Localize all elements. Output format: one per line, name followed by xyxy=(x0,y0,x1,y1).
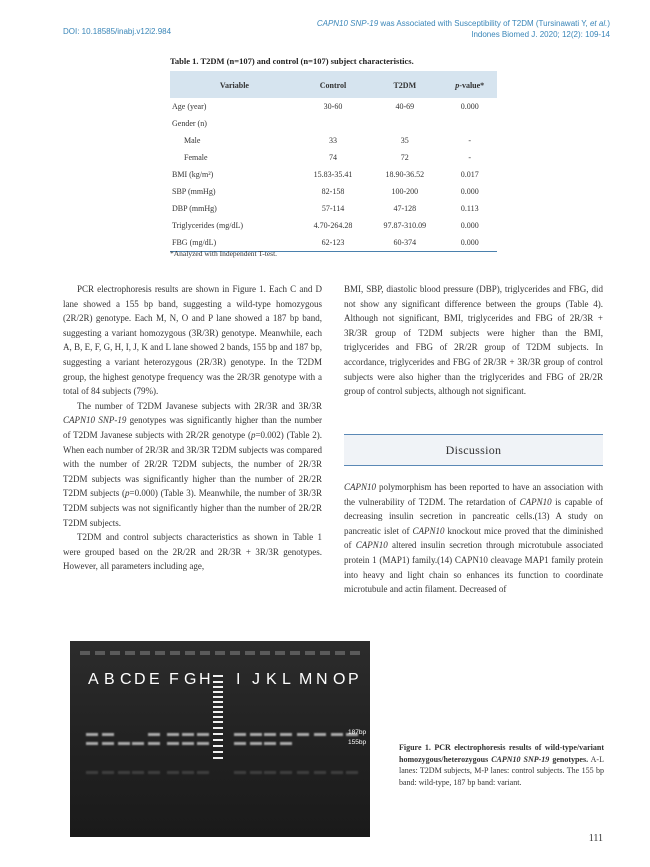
p2-text-b: genotypes was significantly higher than the number of T2DM Javanese subjects with 2R/2R genotype ( xyxy=(63,415,322,440)
gel-band xyxy=(264,733,276,736)
table-cell-control: 30-60 xyxy=(323,102,343,111)
gel-band xyxy=(148,742,160,745)
gel-band xyxy=(314,733,326,736)
gel-band xyxy=(182,742,194,745)
gel-primer-smear xyxy=(331,771,343,774)
gel-band xyxy=(86,742,98,745)
gel-band xyxy=(167,742,179,745)
running-header xyxy=(317,18,610,40)
d-text-a: polymorphism has been reported to have an association with the vulnerability of T2DM. The retardation of xyxy=(344,482,603,507)
ladder-band xyxy=(213,686,223,688)
table1-note: *Analyzed with Independent T-test. xyxy=(170,249,278,258)
table-cell-variable: Male xyxy=(184,136,201,145)
running-title-close: ) xyxy=(607,19,610,28)
gel-band xyxy=(118,742,130,745)
d-text-d: altered insulin secretion through microtubule associated protein 1 (MAP1) family.(14) CAPN10 cleavage MAP1 family protein into heavy and light chain so enhances its function to coordinate microtubule and actin filament. Decreased of xyxy=(344,540,603,595)
table-cell-t2dm: 97.87-310.09 xyxy=(383,221,427,230)
table-row xyxy=(170,149,497,166)
band-187-label: 187bp xyxy=(348,729,367,736)
table-cell-variable: SBP (mmHg) xyxy=(172,187,216,196)
gel-primer-smear xyxy=(234,771,246,774)
ladder-band xyxy=(213,691,223,693)
table-cell-t2dm: 40-69 xyxy=(395,102,415,111)
table-cell-pvalue: 0.000 xyxy=(442,234,497,252)
ladder-band xyxy=(213,751,223,753)
table-cell-control: 15.83-35.41 xyxy=(313,170,353,179)
table-cell-t2dm: 47-128 xyxy=(393,204,417,213)
gel-primer-smear xyxy=(197,771,209,774)
lane-label: D xyxy=(134,671,147,688)
table-cell-variable: FBG (mg/dL) xyxy=(170,234,299,252)
gel-primer-smear xyxy=(102,771,114,774)
table-cell-pvalue: 0.017 xyxy=(460,170,479,179)
gel-primer-smear xyxy=(86,771,98,774)
table-cell-variable: BMI (kg/m²) xyxy=(172,170,214,179)
ladder-band xyxy=(213,706,223,708)
gel-primer-smear xyxy=(132,771,144,774)
gel-electrophoresis-image xyxy=(70,641,370,837)
table-cell-variable: Age (year) xyxy=(172,102,207,111)
d-text-c: knockout mice proved that the diminished of xyxy=(344,525,603,551)
table1-header-control: Control xyxy=(299,72,367,99)
table-cell-pvalue: - xyxy=(468,153,472,162)
d-gene-1: CAPN10 xyxy=(344,482,377,492)
table1-header-row xyxy=(170,72,497,99)
p2-text-a: The number of T2DM Javanese subjects with 2R/3R and 3R/3R xyxy=(77,400,322,411)
discussion-paragraph-1 xyxy=(344,480,603,597)
gel-band xyxy=(197,742,209,745)
table-cell-t2dm: 35 xyxy=(400,136,409,145)
table-cell-pvalue: 0.113 xyxy=(460,204,479,213)
table-cell-pvalue: 0.000 xyxy=(460,102,479,111)
gel-primer-smear xyxy=(250,771,262,774)
ladder-band xyxy=(213,745,223,747)
gel-band xyxy=(197,733,209,736)
table-cell-variable: Gender (n) xyxy=(172,119,207,128)
lane-label: E xyxy=(149,671,161,688)
ladder-band xyxy=(213,681,223,683)
gel-primer-smear xyxy=(118,771,130,774)
table1-caption: Table 1. T2DM (n=107) and control (n=107) subject characteristics. xyxy=(170,56,414,66)
gel-band xyxy=(182,733,194,736)
results-paragraph-1: PCR electrophoresis results are shown in Figure 1. Each C and D lane showed a 155 bp band, suggesting a wild-type homozygous (2R/2R) genotype. Each M, N, O and P lane showed a 187 bp band, suggesting a variant homozygous (3R/3R) genotype. Meanwhile, each A, B, E, F, G, H, I, J, K and L lane showed 2 bands, 155 bp and 187 bp, suggesting a variant heterozygous (2R/3R) genotype. In the T2DM group, the highest genotype frequency was the 2R/3R genotype with a total of 84 subjects (79%). xyxy=(63,284,322,397)
ladder-band xyxy=(213,739,223,741)
gel-band xyxy=(234,742,246,745)
p2-p-symbol-1: p xyxy=(250,429,256,440)
doi-text: DOI: 10.18585/inabj.v12i2.984 xyxy=(63,27,172,36)
lane-label: I xyxy=(236,671,242,688)
lane-label: M xyxy=(299,671,314,688)
gel-band xyxy=(297,733,309,736)
ladder-band xyxy=(213,716,223,718)
right-column-top xyxy=(344,282,603,399)
table-cell-t2dm: 18.90-36.52 xyxy=(385,170,425,179)
table-cell-control: 62-123 xyxy=(299,234,367,252)
ladder-band xyxy=(213,696,223,698)
gel-band xyxy=(167,733,179,736)
lane-label: L xyxy=(282,671,292,688)
table-row xyxy=(170,166,497,183)
journal-citation: Indones Biomed J. 2020; 12(2): 109-14 xyxy=(471,30,610,39)
ladder-band xyxy=(213,721,223,723)
lane-label: N xyxy=(316,671,329,688)
lane-label: B xyxy=(104,671,116,688)
d-gene-4: CAPN10 xyxy=(355,540,388,551)
table-row xyxy=(170,183,497,200)
gel-primer-smear xyxy=(148,771,160,774)
table1-header-pvalue: p-value* xyxy=(442,72,497,99)
gel-band xyxy=(102,742,114,745)
running-title-gene: CAPN10 SNP-19 xyxy=(316,19,379,28)
table-cell-control: 33 xyxy=(329,136,338,145)
p-italic: p xyxy=(455,80,460,90)
table-row xyxy=(170,98,497,115)
table1 xyxy=(170,71,497,252)
gel-band xyxy=(132,742,144,745)
table-cell-t2dm: 100-200 xyxy=(391,187,419,196)
table-cell-control: 82-158 xyxy=(321,187,345,196)
discussion-column xyxy=(344,480,603,597)
results-paragraph-3: T2DM and control subjects characteristics as shown in Table 1 were grouped based on the 2R/2R and 2R/3R + 3R/3R genotypes. However, all parameters including age, xyxy=(63,532,322,572)
table-row xyxy=(170,132,497,149)
ladder-band xyxy=(213,711,223,713)
d-gene-3: CAPN10 xyxy=(412,525,445,536)
table-row xyxy=(170,200,497,217)
lane-label: C xyxy=(120,671,133,688)
table-cell-pvalue: 0.000 xyxy=(460,221,479,230)
gel-primer-smear xyxy=(314,771,326,774)
d-text-b: is capable of decreasing insulin secretion in pancreatic cells.(13) A study on pancreatic islet of xyxy=(344,496,604,536)
ladder-band xyxy=(213,701,223,703)
gel-band xyxy=(86,733,98,736)
discussion-heading: Discussion xyxy=(344,434,603,466)
gel-band xyxy=(280,742,292,745)
gel-band xyxy=(250,742,262,745)
running-title xyxy=(317,18,610,29)
table-cell-variable: Triglycerides (mg/dL) xyxy=(172,221,244,230)
gel-primer-smear xyxy=(280,771,292,774)
page-number: 111 xyxy=(588,833,603,844)
running-title-text: was Associated with Susceptibility of T2DM (Tursinawati Y, xyxy=(378,19,590,28)
table1-body xyxy=(170,98,497,252)
ladder-band xyxy=(213,727,223,729)
table1-header-variable: Variable xyxy=(170,72,299,99)
fig-caption-bold-a: Figure 1. PCR electrophoresis results of wild-type/variant homozygous/heterozygous xyxy=(399,743,604,764)
results-paragraph-2 xyxy=(63,399,322,530)
p2-text-c: =0.002) (Table 2). When each number of 2R/3R and 3R/3R T2DM subjects was compared with the number of 2R/2R T2DM subjects, the number of 2R/3R T2DM subjects was significantly higher than the number of 2R/2R T2DM subjects ( xyxy=(63,429,322,499)
results-paragraph-4: BMI, SBP, diastolic blood pressure (DBP), triglycerides and FBG, did not show any significant difference between the groups (Table 4). Although not significant, BMI, triglycerides and FBG of 2R/3R + 3R/3R group of T2DM subjects were higher than the BMI, triglycerides and FBG of 2R/2R group of T2DM subjects. In accordance, triglycerides and FBG of 2R/3R + 3R/3R group of control subjects were also higher than the triglycerides and FBG of 2R/2R group of control subjects, although not significant. xyxy=(344,284,603,397)
fig-caption-bold-end: genotypes. xyxy=(549,754,589,764)
table-cell-control xyxy=(299,115,367,132)
lane-label: F xyxy=(169,671,180,688)
gel-band xyxy=(250,733,262,736)
figure1-caption xyxy=(399,742,604,788)
gel-primer-smear xyxy=(346,771,358,774)
table-cell-variable: DBP (mmHg) xyxy=(172,204,217,213)
table-row xyxy=(170,115,497,132)
p2-p-symbol-2: p xyxy=(125,488,130,499)
gel-band xyxy=(264,742,276,745)
gel-band xyxy=(280,733,292,736)
gel-primer-smear xyxy=(167,771,179,774)
lane-label: G xyxy=(184,671,198,688)
gel-band xyxy=(234,733,246,736)
p2-text-d: =0.000) (Table 3). Meanwhile, the number of 3R/3R T2DM subjects was not significantly higher than the number of 2R/2R T2DM subjects. xyxy=(63,488,322,528)
lane-label: H xyxy=(199,671,212,688)
table-cell-t2dm xyxy=(367,115,442,132)
p2-gene: CAPN10 SNP-19 xyxy=(63,415,127,426)
gel-primer-smear xyxy=(264,771,276,774)
table-cell-control: 74 xyxy=(329,153,338,162)
table-row xyxy=(170,217,497,234)
lane-label: K xyxy=(266,671,278,688)
left-column xyxy=(63,282,322,574)
figure1-caption-title xyxy=(399,743,604,764)
gel-primer-smear xyxy=(297,771,309,774)
gel-band xyxy=(331,733,343,736)
lane-label: A xyxy=(88,671,100,688)
table-cell-t2dm: 60-374 xyxy=(367,234,442,252)
band-155-label: 155bp xyxy=(348,739,367,746)
lane-letters xyxy=(70,641,370,688)
gel-primer-smear xyxy=(182,771,194,774)
lane-label: P xyxy=(348,671,360,688)
gel-band xyxy=(148,733,160,736)
table-cell-pvalue xyxy=(442,115,497,132)
table-cell-variable: Female xyxy=(184,153,208,162)
ladder-band xyxy=(213,733,223,735)
table-cell-pvalue: 0.000 xyxy=(460,187,479,196)
table-cell-t2dm: 72 xyxy=(400,153,409,162)
table-cell-control: 4.70-264.28 xyxy=(313,221,353,230)
ladder-band xyxy=(213,757,223,759)
gel-band xyxy=(102,733,114,736)
fig-caption-gene: CAPN10 SNP-19 xyxy=(491,754,550,764)
running-title-etal: et al. xyxy=(589,19,608,28)
table1-header-t2dm: T2DM xyxy=(367,72,442,99)
d-gene-2: CAPN10 xyxy=(519,496,552,507)
table-cell-pvalue: - xyxy=(468,136,472,145)
lane-label: J xyxy=(252,671,261,688)
lane-label: O xyxy=(333,671,347,688)
table-cell-control: 57-114 xyxy=(321,204,345,213)
gel-ladder xyxy=(213,675,223,759)
fig-caption-body: A-L lanes: T2DM subjects, M-P lanes: control subjects. The 155 bp band: wild-type, 187 bp band: variant. xyxy=(399,754,604,787)
